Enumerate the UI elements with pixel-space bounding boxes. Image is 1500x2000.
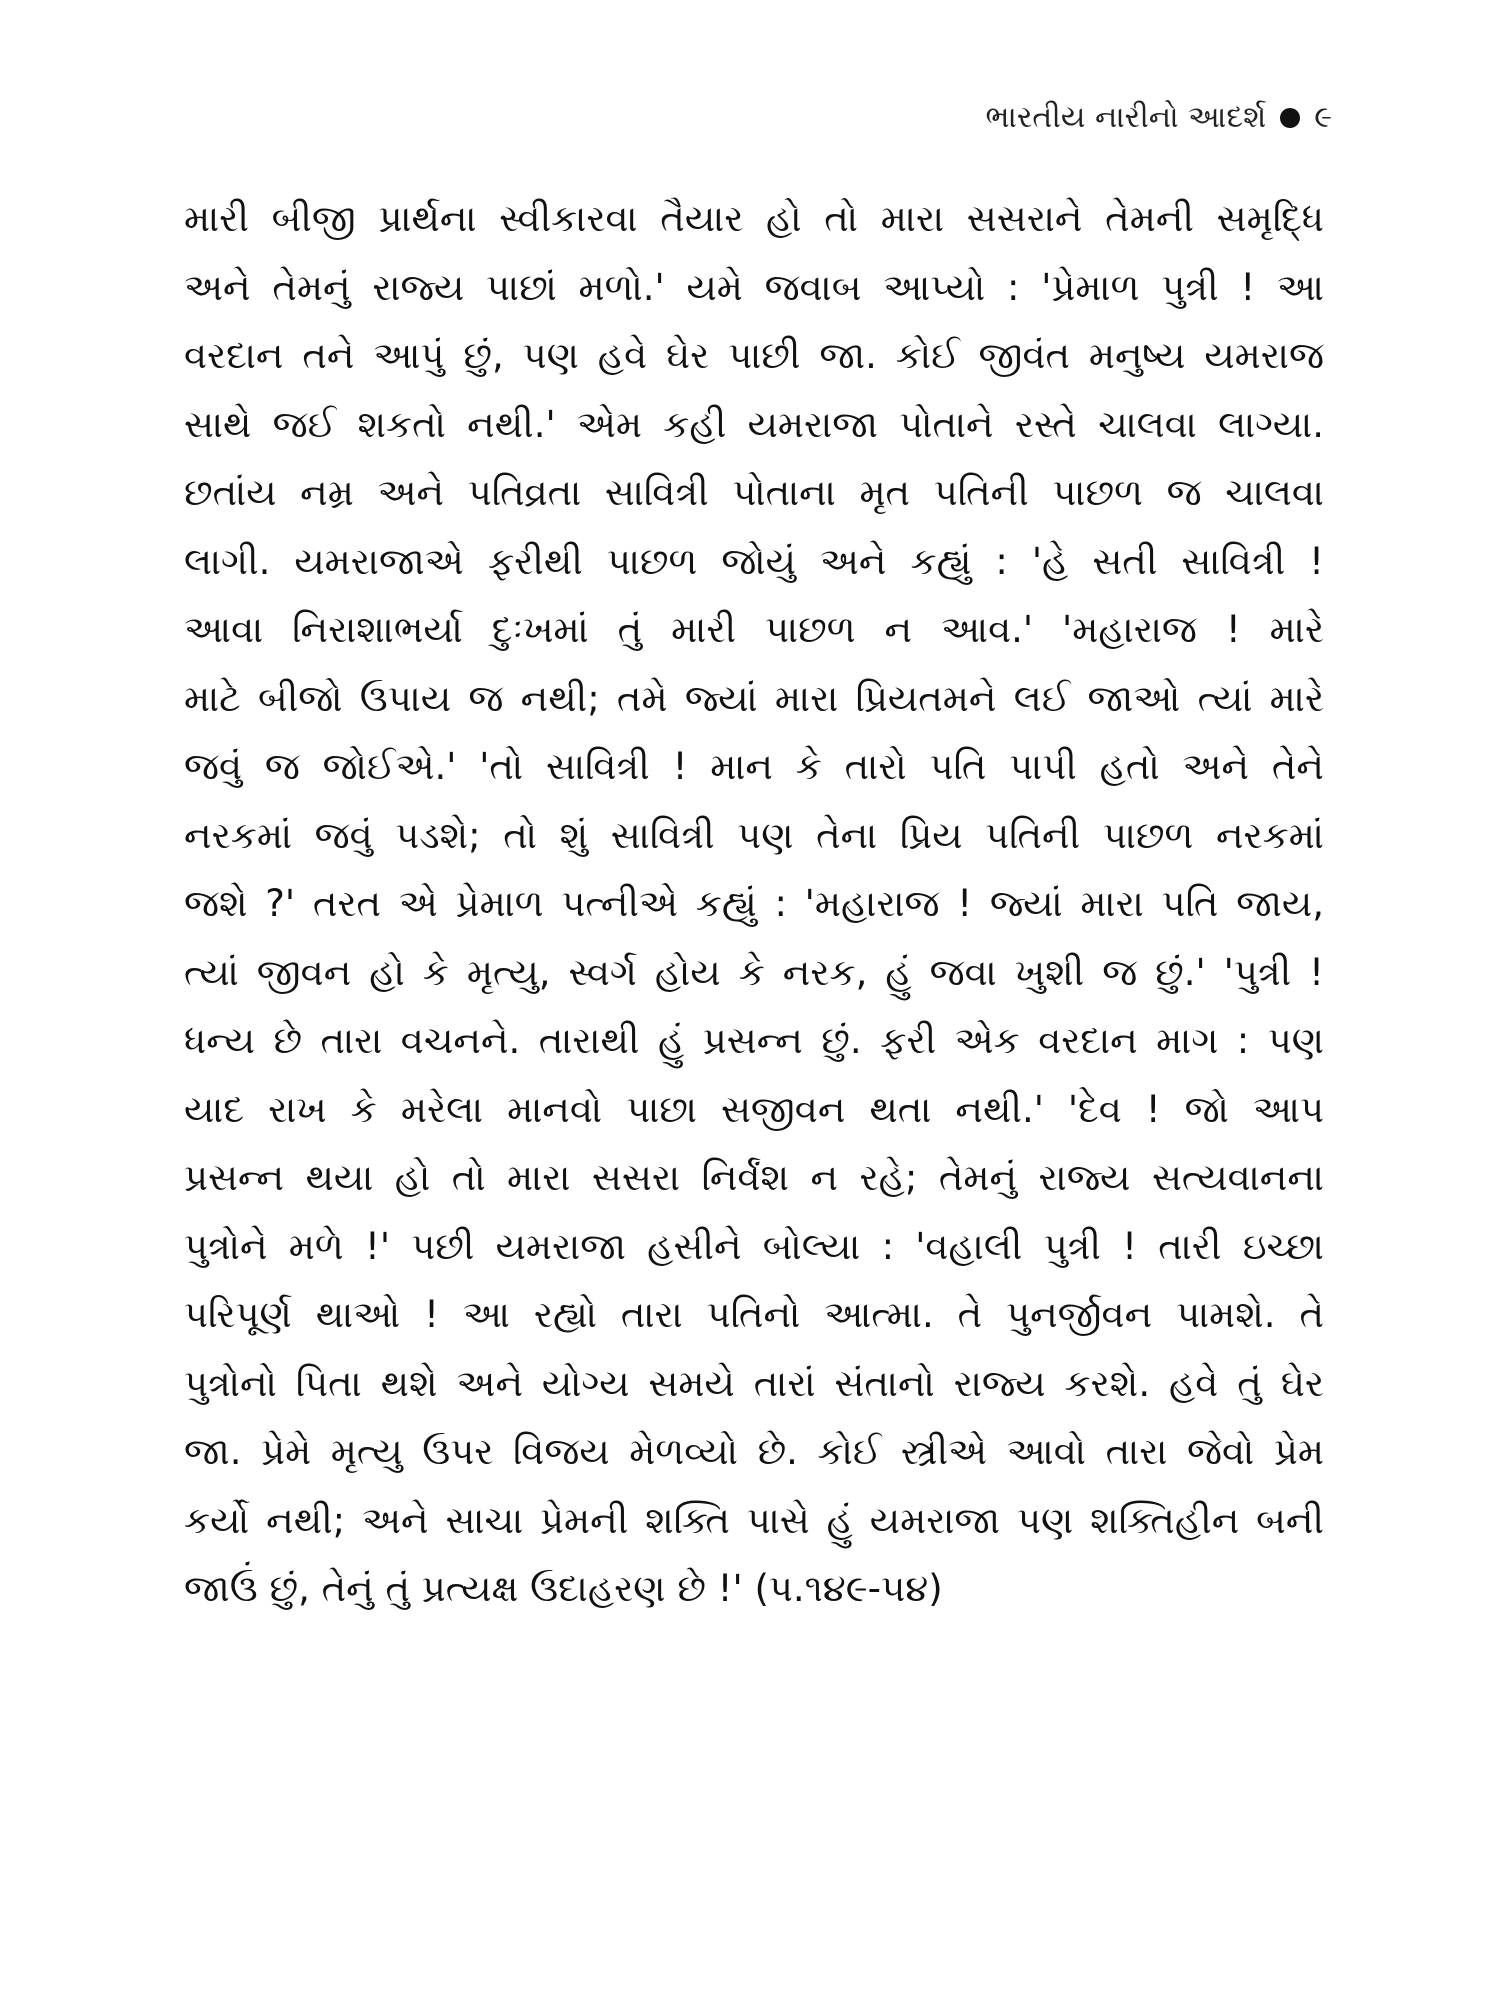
text-line: યાદ રાખ કે મરેલા માનવો પાછા સજીવન થતા નથી.' 'દેવ ! જો આપ: [184, 1087, 1324, 1131]
text-line: લાગી. યમરાજાએ ફરીથી પાછળ જોયું અને કહ્યું : 'હે સતી સાવિત્રી !: [184, 539, 1324, 583]
text-line: છતાંય નમ્ર અને પતિવ્રતા સાવિત્રી પોતાના મૃત પતિની પાછળ જ ચાલવા: [184, 471, 1324, 514]
text-line: સાથે જઈ શકતો નથી.' એમ કહી યમરાજા પોતાને રસ્તે ચાલવા લાગ્યા.: [184, 402, 1324, 446]
text-line: પ્રસન્ન થયા હો તો મારા સસરા નિર્વંશ ન રહે; તેમનું રાજ્ય સત્યવાનના: [184, 1156, 1324, 1199]
text-line: કર્યો નથી; અને સાચા પ્રેમની શક્તિ પાસે હું યમરાજા પણ શક્તિહીન બની: [184, 1498, 1324, 1542]
page-number: ૯: [1314, 100, 1332, 135]
text-line: જવું જ જોઈએ.' 'તો સાવિત્રી ! માન કે તારો પતિ પાપી હતો અને તેને: [184, 745, 1324, 788]
text-line: ધન્ય છે તારા વચનને. તારાથી હું પ્રસન્ન છું. ફરી એક વરદાન માગ : પણ: [184, 1019, 1324, 1062]
text-line: અને તેમનું રાજ્ય પાછાં મળો.' યમે જવાબ આપ્યો : 'પ્રેમાળ પુત્રી ! આ: [184, 265, 1324, 309]
text-line: મારી બીજી પ્રાર્થના સ્વીકારવા તૈયાર હો તો મારા સસરાને તેમની સમૃદ્ધિ: [184, 197, 1324, 240]
text-line-last: જાઉં છું, તેનું તું પ્રત્યક્ષ ઉદાહરણ છે !' (પ.૧૪૯-૫૪): [184, 1567, 943, 1610]
running-title: ભારતીય નારીનો આદર્શ: [985, 100, 1267, 135]
text-line: માટે બીજો ઉપાય જ નથી; તમે જ્યાં મારા પ્રિયતમને લઈ જાઓ ત્યાં મારે: [184, 676, 1324, 720]
text-line: પુત્રોને મળે !' પછી યમરાજા હસીને બોલ્યા : 'વહાલી પુત્રી ! તારી ઇચ્છા: [184, 1224, 1324, 1268]
bullet-separator-icon: [1280, 108, 1300, 128]
text-line: ત્યાં જીવન હો કે મૃત્યુ, સ્વર્ગ હોય કે નરક, હું જવા ખુશી જ છું.' 'પુત્રી !: [184, 950, 1324, 994]
body-paragraph: [184, 185, 1324, 1624]
text-line: આવા નિરાશાભર્યા દુઃખમાં તું મારી પાછળ ન આવ.' 'મહારાજ ! મારે: [184, 608, 1324, 651]
text-line: જા. પ્રેમે મૃત્યુ ઉપર વિજય મેળવ્યો છે. કોઈ સ્ત્રીએ આવો તારા જેવો પ્રેમ: [184, 1430, 1324, 1473]
text-line: પુત્રોનો પિતા થશે અને યોગ્ય સમયે તારાં સંતાનો રાજ્ય કરશે. હવે તું ઘેર: [184, 1361, 1324, 1405]
running-header: [986, 98, 1332, 138]
text-line: વરદાન તને આપું છું, પણ હવે ઘેર પાછી જા. કોઈ જીવંત મનુષ્ય યમરાજ: [184, 334, 1324, 377]
text-line: નરકમાં જવું પડશે; તો શું સાવિત્રી પણ તેના પ્રિય પતિની પાછળ નરકમાં: [184, 813, 1324, 857]
text-line: પરિપૂર્ણ થાઓ ! આ રહ્યો તારા પતિનો આત્મા. તે પુનર્જીવન પામશે. તે: [184, 1293, 1324, 1336]
text-line: જશે ?' તરત એ પ્રેમાળ પત્નીએ કહ્યું : 'મહારાજ ! જ્યાં મારા પતિ જાય,: [184, 882, 1324, 925]
